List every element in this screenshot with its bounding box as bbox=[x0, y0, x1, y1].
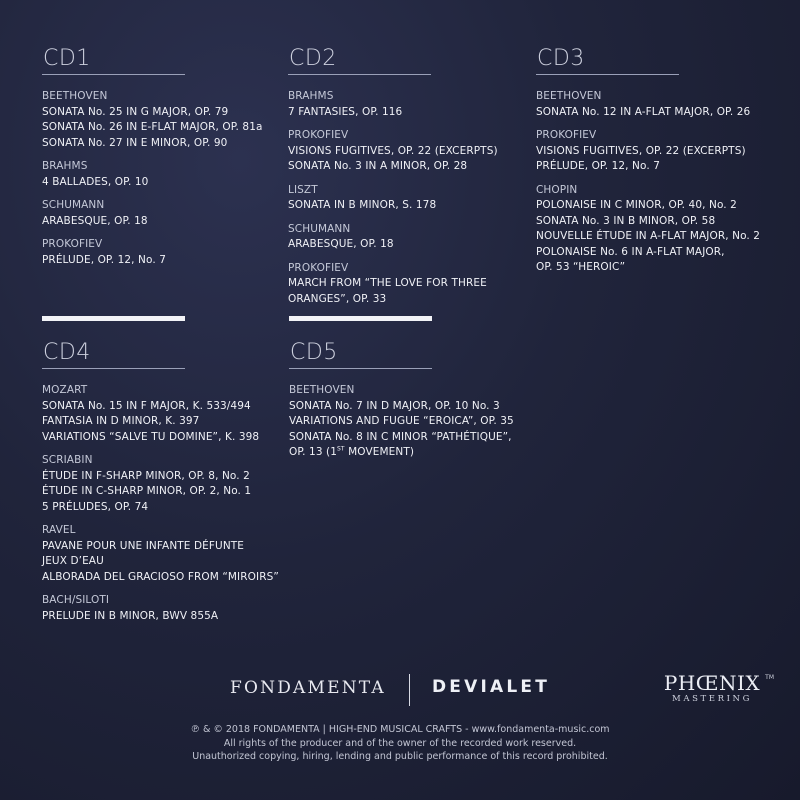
composer-name: SCHUMANN bbox=[42, 199, 105, 211]
cd5-top-bar bbox=[289, 316, 432, 321]
cd1-title: CD1 bbox=[43, 46, 91, 71]
cd5-tracklist bbox=[289, 340, 514, 469]
cd3-tracklist bbox=[536, 46, 760, 284]
cd2-rule bbox=[288, 74, 431, 75]
cd4-top-bar bbox=[42, 316, 185, 321]
work-title: 7 FANTASIES, OP. 116 bbox=[288, 105, 403, 118]
composer-name: BRAHMS bbox=[288, 90, 334, 102]
cd2-title: CD2 bbox=[289, 46, 337, 71]
work-title: ÉTUDE IN F-SHARP MINOR, OP. 8, No. 2 bbox=[42, 469, 250, 482]
cd2-works bbox=[288, 89, 498, 307]
work-title: 4 BALLADES, OP. 10 bbox=[42, 175, 149, 188]
fondamenta-logo: FONDAMENTA bbox=[230, 678, 386, 698]
work-title: PRELUDE IN B MINOR, BWV 855A bbox=[42, 609, 219, 622]
work-title: ALBORADA DEL GRACIOSO FROM “MIROIRS” bbox=[42, 570, 279, 583]
cd3-title: CD3 bbox=[537, 46, 585, 71]
work-title: ARABESQUE, OP. 18 bbox=[42, 214, 148, 227]
work-title: SONATA No. 3 IN A MINOR, OP. 28 bbox=[288, 160, 468, 172]
work-title: FANTASIA IN D MINOR, K. 397 bbox=[42, 415, 200, 427]
copyright-footer bbox=[0, 723, 800, 764]
work-title: POLONAISE No. 6 IN A-FLAT MAJOR, bbox=[536, 245, 725, 258]
work-title: SONATA No. 26 IN E-FLAT MAJOR, OP. 81a bbox=[42, 121, 263, 133]
composer-group bbox=[536, 128, 760, 175]
composer-group bbox=[42, 198, 263, 229]
work-title: PAVANE POUR UNE INFANTE DÉFUNTE bbox=[42, 539, 245, 552]
cd3-works bbox=[536, 89, 760, 276]
cd1-rule bbox=[42, 74, 185, 75]
composer-name: PROKOFIEV bbox=[42, 238, 103, 250]
work-title: VISIONS FUGITIVES, OP. 22 (EXCERPTS) bbox=[536, 144, 746, 157]
work-title: SONATA No. 12 IN A-FLAT MAJOR, OP. 26 bbox=[536, 105, 751, 118]
composer-name: PROKOFIEV bbox=[288, 129, 349, 141]
work-title: SONATA No. 8 IN C MINOR “PATHÉTIQUE”, bbox=[289, 430, 512, 443]
composer-name: CHOPIN bbox=[536, 183, 578, 196]
work-title: VARIATIONS AND FUGUE “EROICA”, OP. 35 bbox=[289, 415, 514, 427]
work-title: ARABESQUE, OP. 18 bbox=[288, 238, 394, 250]
composer-group bbox=[288, 183, 498, 214]
work-title: JEUX D’EAU bbox=[42, 555, 104, 567]
work-title: SONATA No. 15 IN F MAJOR, K. 533/494 bbox=[42, 399, 251, 412]
work-title: ORANGES”, OP. 33 bbox=[288, 292, 387, 305]
composer-group bbox=[42, 159, 263, 190]
cd5-title: CD5 bbox=[290, 340, 338, 365]
cd3-rule bbox=[536, 74, 679, 75]
composer-name: BEETHOVEN bbox=[289, 384, 355, 396]
work-title: MARCH FROM “THE LOVE FOR THREE bbox=[288, 277, 487, 289]
work-title: SONATA No. 7 IN D MAJOR, OP. 10 No. 3 bbox=[289, 399, 500, 412]
cd5-rule bbox=[289, 368, 432, 369]
phoenix-trademark: TM bbox=[765, 674, 774, 681]
cd1-works bbox=[42, 89, 263, 268]
work-title: NOUVELLE ÉTUDE IN A-FLAT MAJOR, No. 2 bbox=[536, 230, 761, 242]
phoenix-name: PHŒNIX bbox=[663, 671, 761, 695]
work-title: PRÉLUDE, OP. 12, No. 7 bbox=[42, 253, 166, 266]
composer-name: PROKOFIEV bbox=[288, 261, 349, 274]
composer-group bbox=[536, 183, 760, 276]
work-title: SONATA No. 3 IN B MINOR, OP. 58 bbox=[536, 214, 716, 227]
work-title: POLONAISE IN C MINOR, OP. 40, No. 2 bbox=[536, 199, 737, 211]
composer-name: BACH/SILOTI bbox=[42, 594, 110, 606]
composer-group bbox=[536, 89, 760, 120]
composer-name: RAVEL bbox=[42, 524, 76, 536]
work-title: PRÉLUDE, OP. 12, No. 7 bbox=[536, 160, 660, 172]
cd4-tracklist bbox=[42, 340, 279, 632]
work-title: OP. 13 (1ST MOVEMENT) bbox=[289, 445, 415, 458]
cd1-tracklist bbox=[42, 46, 263, 276]
composer-group bbox=[42, 453, 279, 515]
composer-name: SCRIABIN bbox=[42, 454, 93, 466]
cd4-title: CD4 bbox=[43, 340, 91, 365]
cd4-rule bbox=[42, 368, 185, 369]
devialet-logo: DEVIALET bbox=[432, 677, 551, 697]
work-title: VISIONS FUGITIVES, OP. 22 (EXCERPTS) bbox=[288, 144, 498, 157]
work-title: ÉTUDE IN C-SHARP MINOR, OP. 2, No. 1 bbox=[42, 485, 252, 497]
composer-name: LISZT bbox=[288, 183, 318, 196]
composer-group bbox=[289, 383, 514, 461]
cd5-works bbox=[289, 383, 514, 461]
logo-divider bbox=[409, 674, 410, 706]
work-title: SONATA IN B MINOR, S. 178 bbox=[288, 199, 437, 211]
cd4-works bbox=[42, 383, 279, 624]
composer-group bbox=[42, 237, 263, 268]
phoenix-subtitle: MASTERING bbox=[672, 694, 752, 704]
work-title: VARIATIONS “SALVE TU DOMINE”, K. 398 bbox=[42, 430, 260, 443]
composer-name: MOZART bbox=[42, 384, 88, 396]
composer-group bbox=[288, 222, 498, 253]
composer-name: BEETHOVEN bbox=[536, 90, 602, 102]
cd2-tracklist bbox=[288, 46, 498, 315]
work-title: 5 PRÉLUDES, OP. 74 bbox=[42, 500, 149, 513]
copyright-line-2: All rights of the producer and of the owner of the recorded work reserved. bbox=[223, 737, 577, 749]
composer-group bbox=[288, 128, 498, 175]
composer-name: SCHUMANN bbox=[288, 222, 351, 235]
composer-name: BRAHMS bbox=[42, 160, 88, 172]
composer-group bbox=[42, 89, 263, 151]
composer-group bbox=[288, 89, 498, 120]
composer-group bbox=[42, 523, 279, 585]
composer-name: PROKOFIEV bbox=[536, 129, 597, 141]
work-title: SONATA No. 25 IN G MAJOR, OP. 79 bbox=[42, 105, 229, 118]
composer-group bbox=[42, 593, 279, 624]
copyright-line-3: Unauthorized copying, hiring, lending and public performance of this record prohibited. bbox=[192, 751, 608, 762]
composer-name: BEETHOVEN bbox=[42, 90, 108, 102]
work-title: SONATA No. 27 IN E MINOR, OP. 90 bbox=[42, 136, 228, 149]
composer-group bbox=[288, 261, 498, 308]
copyright-line-1: ℗ & © 2018 FONDAMENTA | HIGH-END MUSICAL CRAFTS - www.fondamenta-music.com bbox=[190, 724, 610, 735]
phoenix-mastering-logo bbox=[660, 671, 774, 705]
composer-group bbox=[42, 383, 279, 445]
work-title: OP. 53 “HEROIC” bbox=[536, 261, 626, 273]
